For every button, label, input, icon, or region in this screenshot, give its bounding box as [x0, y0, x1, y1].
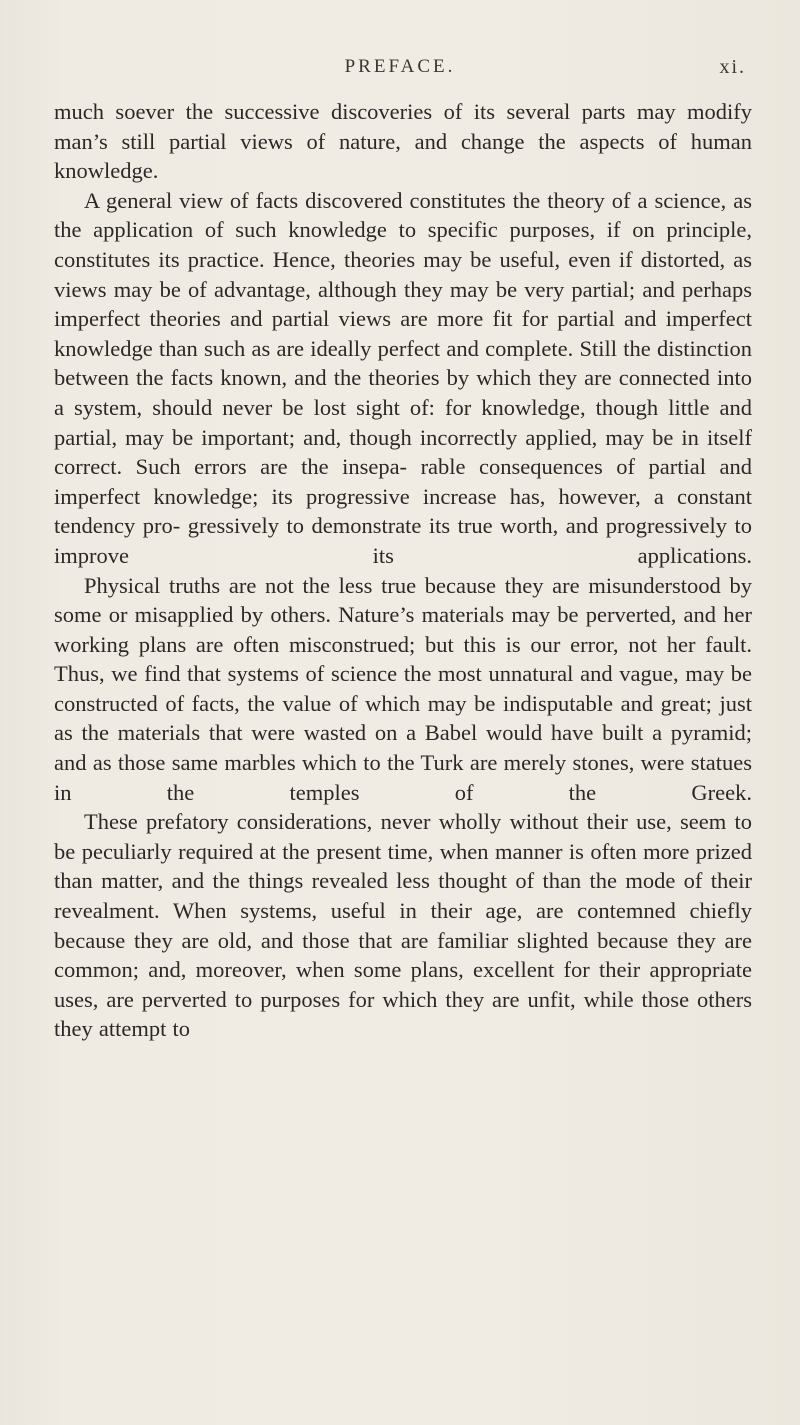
paragraph — [54, 807, 752, 1044]
text-line: statues in the temples of the Greek. — [54, 750, 753, 805]
text-line: for which they are unfit, while those others they attempt to — [54, 986, 753, 1042]
text-line: Physical truths are not the less true because they are — [84, 572, 580, 598]
text-line: to improve its applications. — [54, 513, 753, 568]
text-line: materials may be perverted, and her working plans are often — [54, 602, 752, 657]
text-line: find that systems of science the most unnatural and vague, — [144, 661, 679, 687]
text-line: and the theories by which they are connected into a system, — [54, 365, 753, 420]
text-line: These prefatory considerations, never wholly without their — [84, 809, 628, 835]
text-line: much soever the successive discoveries of its several parts — [54, 99, 626, 124]
text-line: use, seem to be peculiarly required at the present time, when — [54, 809, 752, 864]
text-line: misconstrued; but this is our error, not her fault. Thus, we — [54, 631, 753, 687]
text-line: gressively to demonstrate its true worth, and progressively — [187, 513, 727, 539]
text-line: theories may be useful, even if distorted, as views may be of — [54, 246, 752, 302]
text-line: because they are common; and, moreover, when some plans, — [54, 927, 752, 983]
text-line: purposes, if on principle, constitutes its practice. Hence, — [54, 217, 753, 272]
page-number: xi. — [719, 56, 746, 78]
text-line: and partial, may be important; and, though incorrectly — [54, 394, 752, 450]
text-line: excellent for their appropriate uses, are perverted to purposes — [54, 957, 752, 1012]
text-line: revealed less thought of than the mode of their revealment. — [54, 868, 753, 924]
text-line: A general view of facts discovered constitutes the theory — [84, 187, 605, 213]
paragraph — [54, 186, 752, 571]
text-line: should never be lost sight of: for knowledge, though little — [152, 394, 710, 420]
text-line: imperfect theories and partial views are more fit for partial — [54, 306, 615, 332]
text-line: because they are old, and those that are familiar slighted — [54, 927, 589, 953]
text-line: rable consequences of partial and imperfect knowledge; its — [54, 454, 752, 509]
text-line: applied, may be in itself correct. Such errors are the insepa- — [54, 424, 752, 480]
text-line: may be constructed of facts, the value of which may be — [54, 661, 752, 716]
paragraph — [54, 97, 752, 186]
text-line: misunderstood by some or misapplied by others. Nature’s — [54, 572, 753, 628]
text-line: manner is often more prized than matter, and the things — [54, 838, 753, 894]
text-line: wasted on a Babel would have built a pyramid; and as those — [54, 720, 753, 776]
text-line: and complete. Still the distinction between the facts known, — [54, 335, 752, 391]
running-head — [0, 56, 800, 86]
text-line: advantage, although they may be very partial; and perhaps — [214, 276, 752, 302]
text-line: and imperfect knowledge than such as are ideally perfect — [54, 306, 752, 361]
text-line: indisputable and great; just as the materials that were — [54, 690, 753, 746]
text-line: may modify man’s still partial views of nature, and change — [54, 99, 753, 154]
running-head-title: PREFACE. — [344, 56, 456, 77]
text-line: of a science, as the application of such knowledge to specific — [54, 187, 752, 243]
body-text — [54, 97, 752, 1044]
text-line: same marbles which to the Turk are merely stones, were — [171, 750, 685, 776]
text-line: the aspects of human knowledge. — [54, 128, 753, 184]
text-line: When systems, useful in their age, are contemned chiefly — [172, 898, 752, 924]
paragraph — [54, 571, 752, 808]
text-line: progressive increase has, however, a constant tendency pro- — [54, 483, 752, 539]
